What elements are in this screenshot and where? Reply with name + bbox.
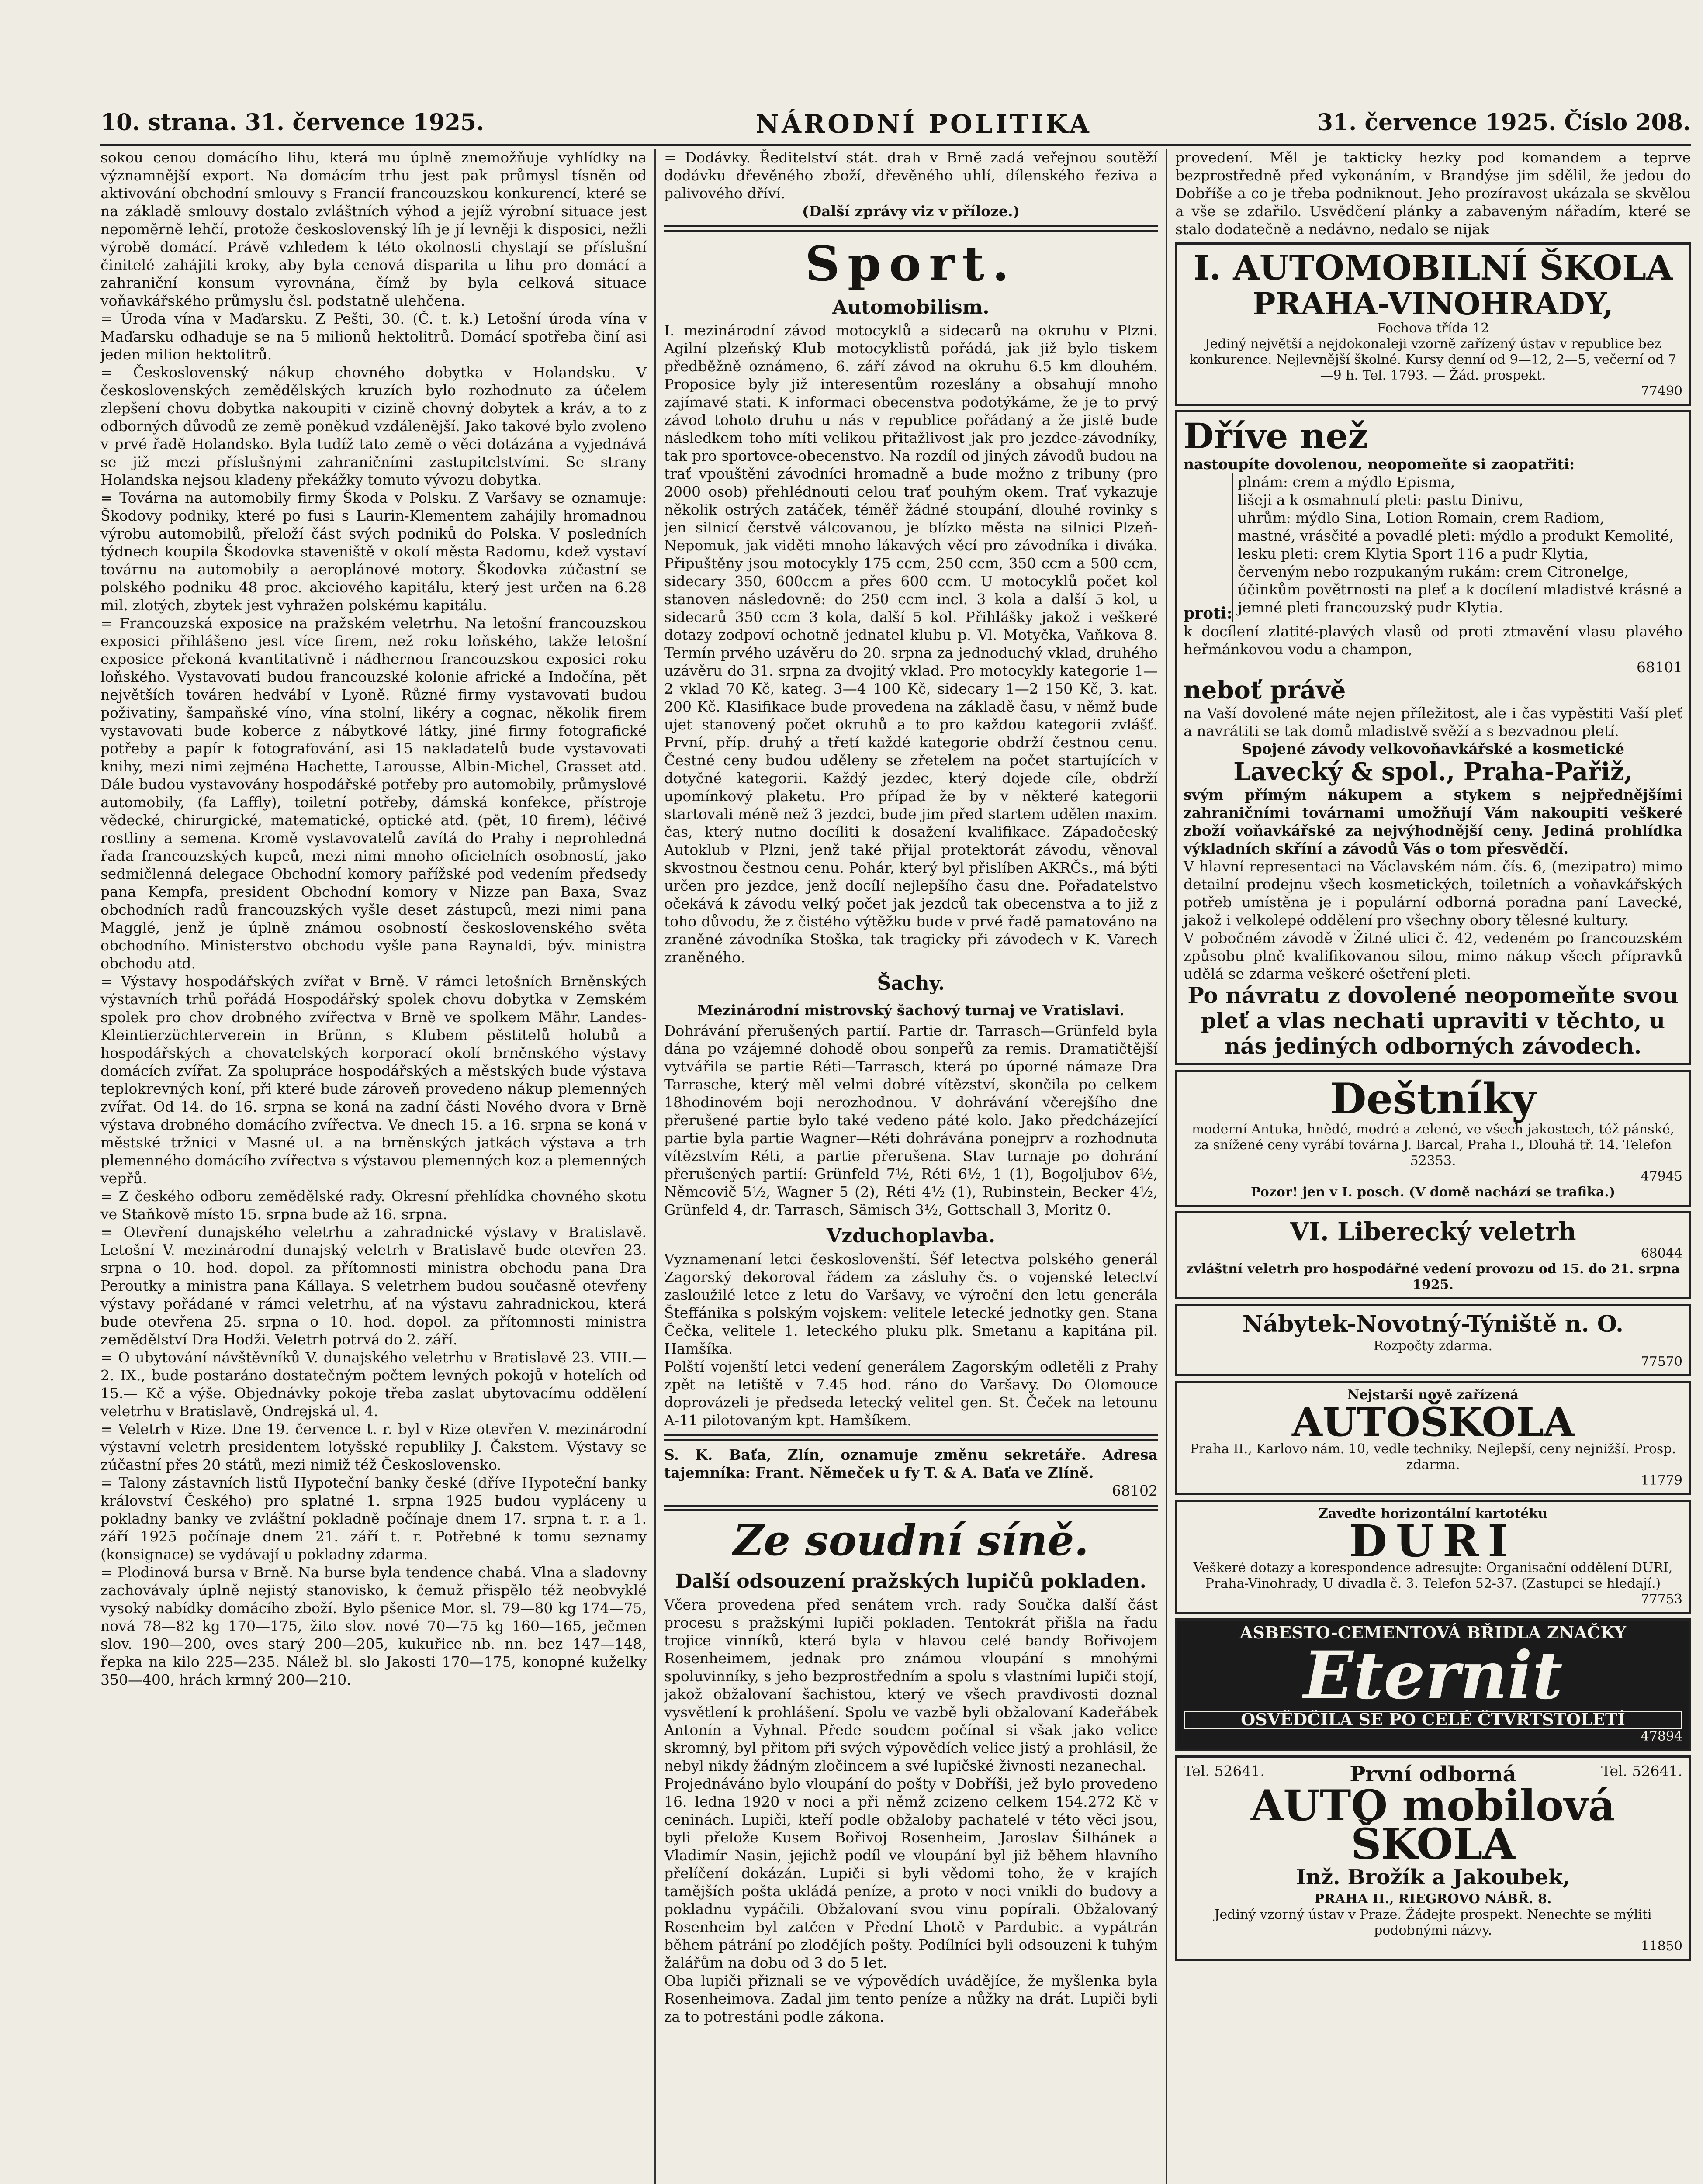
column-economy: [100, 149, 647, 2184]
ad-title: AUTOŠKOLA: [1292, 1399, 1574, 1445]
subsection-title-aviation: Vzduchoplavba.: [826, 1225, 996, 1247]
ad-item: lišeji a k osmahnutí pleti: pastu Dinivu,: [1238, 491, 1523, 508]
ad-text: svým přímým nákupem a stykem s nejpřednějšími zahraničními továrnami umožňují Vám nakoupiti veškeré zboží voňavkářské za nejvýhodnější ceny. Jediná prohlídka výkladních skříní a závodů Vás o tom přesvědčí.: [1184, 786, 1682, 857]
section-title-sport: Sport.: [805, 235, 1017, 292]
ad-number: 68101: [1637, 659, 1682, 676]
ad-text: Jediný největší a nejdokonaleji vzorně zařízený ústav v republice bez konkurence. Nejlevnější školné. Kursy denní od 9—12, 2—5, večerní od 7—9 h. Tel. 1793. — Žád. prospekt.: [1189, 336, 1677, 383]
ad-text: Praha II., Karlovo nám. 10, vedle techniky. Nejlepší, ceny nejnižší. Prosp. zdarma.: [1190, 1441, 1676, 1472]
ad-item: červeným nebo rozpukaným rukám: crem Citronelge,: [1238, 563, 1629, 580]
ad-proti-label: proti:: [1184, 604, 1232, 622]
section-divider: [664, 1434, 1158, 1441]
ad-number: 11850: [1641, 1939, 1682, 1954]
header-date-issue: 31. července 1925. Číslo 208.: [1317, 109, 1691, 136]
masthead-title: NÁRODNÍ POLITIKA: [756, 109, 1092, 139]
article-court-2: Projednáváno bylo vloupání do pošty v Dobříši, jež bylo provedeno 16. ledna 1920 v noci a při němž zcizeno celkem 154.272 Kč v ceninách. Lupiči, kteří podle obžaloby pachatelé v této věci jsou, byli přelože Kusem Bořivoj Rosenheim, Jaroslav Šilhánek a Vladimír Nasin, jejichž podíl ve vloupání byl již během hlavního přelíčení dokázán. Lupiči si byli vědomi toho, že v krajích tamějších pošta ukládá peníze, a proto v noci vnikli do budovy a pokladnu vypáčili. Obžalovaní svou vinu popírali. Obžalovaný Rosenheim byl zatčen v Přední Lhotě v Pardubic. a vypátrán během pátrání po zlodějích pošty. Podílníci byli odsouzeni k tuhým žalářům na dobu od 3 do 5 let.: [664, 1775, 1158, 1971]
ad-cosmetics: [1175, 410, 1691, 1065]
ad-phone: Tel. 52641.: [1601, 1762, 1682, 1780]
ad-firm-name: Lavecký & spol., Praha-Pařiž,: [1233, 757, 1633, 786]
subsection-title-chess: Šachy.: [877, 972, 945, 995]
ad-title: Dříve než: [1184, 415, 1368, 456]
ad-item: účinkům povětrnosti na pleť a k docílení mladistvé krásné a jemné pleti francouzský pudr Klytia.: [1238, 581, 1682, 616]
news-item: = Československý nákup chovného dobytka v Holandsku. V československých zemědělských kruzích bylo rozhodnuto za účelem zlepšení chovu dobytka nakoupiti v cizině chovný dobytek a kráv, a to z odborných důvodů ze země poněkud vzdálenější. Jako takové bylo zvoleno v prvé řadě Holandsko. Byla tudíž tato země o věci dotázána a vyjednává se již mezi příslušnými zahraničními zastupitelstvími. Se strany Holandska nejsou kladeny překážky tomuto vývozu dobytka.: [100, 364, 647, 488]
article-aviation-2: Polští vojenští letci vedení generálem Zagorským odletěli z Prahy zpět na letiště v 7.45 hod. ráno do Varšavy. Do Olomouce doprovázeli je předseda letecký velitel gen. St. Čeček na letounu A-11 pilotovaným kpt. Hamšíkem.: [664, 1358, 1158, 1429]
ad-items: [1232, 473, 1682, 622]
ad-heading: neboť právě: [1184, 676, 1346, 705]
ad-address: PRAHA II., RIEGROVO NÁBŘ. 8.: [1314, 1891, 1552, 1907]
ad-title: DURI: [1349, 1515, 1517, 1567]
ad-text: Veškeré dotazy a korespondence adresujte: Organisační oddělení DURI, Praha-Vinohrady, U divadla č. 3. Telefon 52-37. (Zastupci se hledají.): [1193, 1560, 1673, 1591]
ad-heading: ASBESTO-CEMENTOVÁ BŘIDLA ZNAČKY: [1239, 1623, 1627, 1642]
ad-subtitle: Inž. Brožík a Jakoubek,: [1296, 1865, 1570, 1890]
ad-address: Fochova třída 12: [1377, 321, 1489, 336]
ad-subtitle: PRAHA-VINOHRADY,: [1252, 286, 1614, 322]
ad-number: 47945: [1641, 1169, 1682, 1184]
ad-number: 47894: [1641, 1729, 1682, 1744]
ad-number: 11779: [1641, 1473, 1682, 1488]
ad-heading: Nejstarší nově zařízená: [1347, 1387, 1519, 1403]
ad-item-list: [1184, 473, 1682, 622]
article-motorcycle-race: I. mezinárodní závod motocyklů a sidecarů na okruhu v Plzni. Agilní plzeňský Klub motocyklistů pořádá, jak již bylo tiskem předběžně oznámeno, 6. září závod na okruhu 6.5 km dlouhém. Proposice byly již interesentům rozeslány a obsahují mnoho zajímavé stati. K informaci obecenstva podotýkáme, že je to prvý závod tohoto druhu u nás v republice pořádaný a že jistě bude následkem toho míti velikou přitažlivost jak pro jezdce-závodníky, tak pro sportovce-obecenstvo. Na rozdíl od jiných závodů budou na trať vpouštěni závodníci hromadně a bude možno z tribuny (pro 2000 osob) přehlédnouti celou trať pouhým okem. Trať vykazuje několik ostrých zatáček, téměř žádné stoupání, dlouhé rovinky s jen silnicí čerstvě válcovanou, je blízko města na silnici Plzeň-Nepomuk, jak viděti mnoho lákavých věcí pro závodníka i diváka. Připuštěny jsou motocykly 175 ccm, 250 ccm, 350 ccm a 500 ccm, sidecary 350, 600ccm a přes 600 ccm. U motocyklů počet kol stanoven následovně: do 250 ccm incl. 3 kola a další 5 kol, u sidecarů 350 ccm 3 kola, další 5 kol. Přihlášky jakož i veškeré dotazy zodpoví ochotně jednatel klubu p. Vl. Motyčka, Vaňkova 8. Termín prvého uzávěru do 20. srpna za jednoduchý vklad, druhého uzávěru do 31. srpna za dvojitý vklad. Pro motocykly kategorie 1—2 vklad 70 Kč, kateg. 3—4 100 Kč, sidecary 1—2 150 Kč, 3. kat. 200 Kč. Klasifikace bude provedena na základě času, v němž bude ujet stanovený počet okruhů a to pro každou kategorii zvlášť. První, příp. druhý a třetí každé kategorie obdrží čestnou cenu. Čestné ceny budou uděleny se zřetelem na počet startujících v dotyčné kategorii. Každý jezdec, který dojede cíle, obdrží upomínkový plaketu. Pro případ že by v některé kategorii startovali méně než 3 jezdci, bude jim před startem udělen maxim. čas, který nutno docíliti k dosažení kvalifikace. Západočeský Autoklub v Plzni, jenž také přijal protektorát závodu, věnoval skvostnou čestnou cenu. Pohár, který byl přislíben AKRČs., má býti určen pro jezdce, jenž docílí nejlepšího času dne. Pořadatelstvo očekává k závodu velký počet jak jezdců tak obecenstva a to již z toho důvodu, že z čistého výtěžku bude v prvé řadě pamatováno na zraněné závodníka Stoška, tak tragicky při závodech v K. Varech zraněného.: [664, 322, 1158, 966]
ad-text: V pobočném závodě v Žitné ulici č. 42, vedeném po francouzském způsobu plně kvalifikovanou silou, mimo nákup všech přípravků udělá se zdarma veškeré ošetření pleti.: [1184, 930, 1682, 982]
news-item: = Továrna na automobily firmy Škoda v Polsku. Z Varšavy se oznamuje: Škodovy podniky, které po fusi s Laurin-Klementem zahájily hromadnou výrobu automobilů, přeloží část svých podniků do Polska. V posledních týdnech koupila Škodovka staveniště v okolí města Radomu, kdež vystaví továrnu na automobily a aeroplánové motory. Škodovka zúčastní se polského podniku 48 proc. akciového kapitálu, který jest určen na 6.28 mil. zlotých, zbytek jest vyhražen polskému kapitálu.: [100, 489, 647, 614]
ad-liberec-fair: [1175, 1211, 1691, 1299]
ad-title: VI. Liberecký veletrh: [1290, 1217, 1576, 1246]
section-divider: [664, 1505, 1158, 1511]
ad-text: Jediný vzorný ústav v Praze. Žádejte prospekt. Nenechte se mýliti podobnými názvy.: [1214, 1907, 1652, 1938]
news-item: = Veletrh v Rize. Dne 19. července t. r. byl v Rize otevřen V. mezinárodní výstavní veletrh presidentem lotyšské republiky J. Čakstem. Výstavy se zúčastní přes 20 států, mezi nimiž též Československo.: [100, 1420, 647, 1473]
ad-text: V hlavní representaci na Václavském nám. čís. 6, (mezipatro) mimo detailní prodejnu všech kosmetických, toiletních a voňavkářských potřeb umístěna je i populární odborná poradna paní Lavecké, jakož i velkolepé oddělení pro všechny obory tělesné kultury.: [1184, 858, 1682, 929]
header-page-number: 10. strana. 31. července 1925.: [100, 109, 485, 136]
article-court-3: Oba lupiči přiznali se ve výpovědích uvádějíce, že myšlenka byla Rosenheimova. Zadal jim tento peníze a nůžky na drát. Lupiči byli za to potrestáni podle zákona.: [664, 1972, 1158, 2025]
ad-text: Pozor! jen v I. posch. (V domě nachází se trafika.): [1250, 1185, 1616, 1200]
ad-phone: Tel. 52641.: [1184, 1762, 1265, 1780]
ad-text: k docílení zlatité-plavých vlasů od proti ztmavění vlasu plavého heřmánkovou vodu a champon,: [1184, 623, 1682, 658]
ad-item: lesku pleti: crem Klytia Sport 116 a pudr Klytia,: [1238, 545, 1589, 562]
news-item: = Plodinová bursa v Brně. Na burse byla tendence chabá. Vlna a sladovny zachovávaly úplně nejistý stanovisko, k čemuž přispělo též neobvyklé vysoký nabídky domácího zboží. Bylo pšenice Mor. sl. 79—80 kg 174—75, nová 78—82 kg 170—175, žito slov. nové 70—75 kg 160—165, ječmen slov. 190—200, oves starý 200—205, kukuřice nb. nn. bez 147—148, řepka na kilo 225—235. Nálež bl. slo Jakosti 170—175, konopné kuželky 350—400, hrách krmný 200—210.: [100, 1564, 647, 1688]
section-title-court: Ze soudní síně.: [733, 1516, 1089, 1565]
ad-number: 77570: [1641, 1354, 1682, 1369]
notice-number: 68102: [1112, 1482, 1158, 1499]
ad-number: 77753: [1641, 1592, 1682, 1607]
ad-lead: nastoupíte dovolenou, neopomeňte si zaopatřiti:: [1184, 456, 1575, 473]
news-item: = Francouzská exposice na pražském veletrhu. Na letošní francouzskou exposici přihlášeno jest více firem, než roku loňského, takže letošní exposice překoná kvantitativně i nádhernou francouzskou exposici roku loňského. Vystavovati budou francouzské kolonie africké a Indočína, pět největších továren hedvábí v Lyoně. Různé firmy vystavovati budou poživatiny, šampaňské víno, vína stolní, likéry a cognac, několik firem vystavovati bude koberce z nábytkové látky, jiné firmy fotografické potřeby a papír k fotografování, asi 15 nakladatelů bude vystavovati knihy, mezi nimi zejména Hachette, Larousse, Albin-Michel, Grasset atd. Dále budou vystavovány hospodářské potřeby pro automobily, průmyslové automobily, (fa Laffly), toiletní potřeby, dámská konfekce, přístroje vědecké, chirurgické, matematické, optické atd. (pět, 10 firem), léčivé rostliny a semena. Kromě vystavovatelů zavítá do Prahy i neprohledná řada francouzských kupců, mezi nimi mnoho oficielních osobností, jako sedmičlenná delegace Obchodní komory pařížské pod vedením předsedy pana Kempfa, president Obchodní komory v Nizze pan Baxa, Svaz obchodních radů francouzských vyšle deset zástupců, mezi nimi pana Magglé, jenž je úplně známou osobností československého světa obchodního. Ministerstvo obchodu vyšle pana Raynaldi, býv. ministra obchodu atd.: [100, 615, 647, 972]
news-item: = Úroda vína v Maďarsku. Z Pešti, 30. (Č. t. k.) Letošní úroda vína v Maďarsku odhaduje se na 5 milionů hektolitrů. Domácí spotřeba činí asi jeden milion hektolitrů.: [100, 310, 647, 363]
ad-text: na Vaší dovolené máte nejen příležitost, ale i čas vypěstiti Vaší pleť a navrátiti se tak domů mladistvě svěží a s bezvadnou pletí.: [1184, 705, 1682, 740]
news-item: = Výstavy hospodářských zvířat v Brně. V rámci letošních Brněnských výstavních trhů pořádá Hospodářský spolek chovu dobytka v Zemském spolek pro chov drobného zvířectva v Brně ve spolkem Mähr. Landes-Kleintierzüchterverein in Brünn, s Klubem pěstitelů holubů a hospodářských a chovatelských korporací okolí brněnského výstavy domácích zvířat. Za spolupráce hospodářských a městských bude výstava teplokrevných koní, při které bude zároveň provedeno nákup plemenných zvířat. Od 14. do 16. srpna se koná na zadní části Nového dvora v Brně výstava drobného domácího zvířectva. Ve dnech 15. a 16. srpna se koná v městské tržnici v Masné ul. a na brněnských jatkách výstava a trh plemenného domácího zvířectva s výstavou plemenných koz a plemenných vepřů.: [100, 973, 647, 1187]
ad-item: uhrům: mýdlo Sina, Lotion Romain, crem Radiom,: [1238, 509, 1605, 526]
ad-title: Deštníky: [1330, 1074, 1536, 1123]
column-sport-court: [664, 149, 1158, 2184]
article-court: Včera provedena před senátem vrch. rady Součka další část procesu s pražskými lupiči pokladen. Tentokrát přišla na řadu trojice vinníků, která byla v hlavou celé bandy Bořivojem Rosenheimem, jednak pro známou vloupání s mnohými spoluvinníky, s jeho bezprostředním a spolu s vlastními lupiči stojí, jakož obžalovaní šachistou, který ve všech pravdivosti doznal vysvětlení k prohlášení. Spolu ve vazbě byli obžalovaní Kadeřábek Antonín a Vyhnal. Přede soudem počínal si však jako velice skromný, byl přitom při svých výpovědích velice jistý a prohlásil, že nebyl nikdy žádným zločincem a své lupičské živnosti nezanechal.: [664, 1596, 1158, 1774]
column-rule-1: [654, 149, 656, 2184]
ad-text: zvláštní veletrh pro hospodářné vedení provozu od 15. do 21. srpna 1925.: [1186, 1261, 1680, 1292]
ad-umbrellas: [1175, 1070, 1691, 1207]
notice-bata: S. K. Baťa, Zlín, oznamuje změnu sekretáře. Adresa tajemníka: Frant. Němeček u fy T. & A. Baťa ve Zlíně.: [664, 1446, 1158, 1481]
ad-text: Spojené závody velkovoňavkářské a kosmetické: [1241, 740, 1625, 757]
news-item: = Otevření dunajského veletrhu a zahradnické výstavy v Bratislavě. Letošní V. mezinárodní dunajský veletrh v Bratislavě bude otevřen 23. srpna o 10. hod. dopol. za přítomnosti ministra obchodu pana Dra Peroutky a ministra pana Kállaya. S veletrhem budou současně otevřeny výstavy pořádané v rámci veletrhu, ať na výstavu zahradnickou, která bude otevřena 25. srpna o 10. hod. dopol. za přítomnosti ministra zemědělství Dra Hodži. Veletrh potrvá do 2. září.: [100, 1223, 647, 1348]
section-divider: [664, 225, 1158, 232]
ad-item: plnám: crem a mýdlo Episma,: [1238, 473, 1455, 491]
column-advertisements: [1175, 149, 1691, 2184]
ad-duri-cardfile: [1175, 1500, 1691, 1614]
article-paragraph: sokou cenou domácího lihu, která mu úplně znemožňuje vyhlídky na významnější export. Na domácím trhu jest pak průmysl tísněn od aktivování obchodní smlouvy s Francií francouzskou konkurencí, které se na základě smlouvy dostalo zvláštních výhod a jejíž výrobní situace jest nepoměrně lehčí, protože československý líh je jí levněji k disposici, nežli výrobě domácí. Právě vzhledem k této okolnosti chystají se příslušní činitelé zahájiti kroky, aby byla cenová disparita u lihu pro domácí a zahraniční konsum vyrovnána, čímž by byla celková situace voňavkářského průmyslu čsl. podstatně ulehčena.: [100, 149, 647, 309]
ad-eternit: [1175, 1618, 1691, 1751]
ad-auto-school-brozik: [1175, 1755, 1691, 1961]
notice-dodavky: = Dodávky. Ředitelství stát. drah v Brně zadá veřejnou soutěží dodávku dřevěného zboží, dřevěného uhlí, dílenského řeziva a palivového dříví.: [664, 149, 1158, 202]
ad-title: I. AUTOMOBILNÍ ŠKOLA: [1193, 248, 1673, 288]
article-chess: Dohrávání přerušených partií. Partie dr. Tarrasch—Grünfeld byla dána po vzájemné dohodě obou sonpeřů za remis. Dramatičtější vytvářila se partie Réti—Tarrasch, která po úporné námaze Dra Tarrasche, který měl velmi dobré vítězství, skončila po celkem 18hodinovém boji nerozhodnou. V dohrávání včerejšího dne přerušené partie bylo také vedeno páté kolo. Jako předcházející partie byla partie Wagner—Réti dohrávána ponejprv a rozhodnuta vítězstvím Réti, a partie přerušena. Stav turnaje po dohrání přerušených partií: Grünfeld 7½, Réti 6½, 1 (1), Bogoljubov 6½, Němcovič 5½, Wagner 5 (2), Réti 4½ (1), Rubinstein, Becker 4½, Grünfeld 4, dr. Tarrasch, Sämisch 3½, Gottschall 3, Moritz 0.: [664, 1022, 1158, 1218]
news-item: = Talony zástavních listů Hypoteční banky české (dříve Hypoteční banky království Českého) pro splatné 1. srpna 1925 budou vypláceny u pokladny banky ve zvláštní pokladně počínaje dnem 17. srpna t. r. a 1. září 1925 počínaje dnem 21. září t. r. Potřebné k tomu seznamy (konsignace) se vydávají u pokladny zdarma.: [100, 1474, 647, 1563]
chess-subtitle: Mezinárodní mistrovský šachový turnaj ve Vratislavi.: [697, 1002, 1125, 1019]
page-header: [100, 105, 1691, 146]
ad-automobile-school: [1175, 242, 1691, 406]
article-continuation: provedení. Měl je takticky hezky pod komandem a teprve bezprostředně před vykonáním, v Brandýse jim sdělil, že jedou do Dobříše a co je třeba podniknout. Jeho prozíravost ukázala se skvělou a vše se zdařilo. Usvědčení plánky a zabaveným nářadím, které se stalo dodatečně a nedávno, nedalo se nijak: [1175, 149, 1691, 238]
more-news-note: (Další zprávy viz v příloze.): [802, 203, 1020, 220]
column-rule-2: [1166, 149, 1167, 2184]
news-item: = Z českého odboru zemědělské rady. Okresní přehlídka chovného skotu ve Staňkově místo 15. srpna bude až 16. srpna.: [100, 1188, 647, 1223]
court-subtitle: Další odsouzení pražských lupičů pokladen.: [675, 1570, 1146, 1593]
ad-number: 68044: [1641, 1246, 1682, 1261]
news-item: = O ubytování návštěvníků V. dunajského veletrhu v Bratislavě 23. VIII.—2. IX., bude postaráno dostatečným počtem levných pokojů v hotelích od 15.— Kč a výše. Objednávky pokoje třeba zaslat ubytovacímu oddělení veletrhu v Bratislavě, Ondrejská ul. 4.: [100, 1349, 647, 1420]
ad-item: mastné, vrásčité a povadlé pleti: mýdlo a produkt Kemolité,: [1238, 527, 1674, 544]
article-aviation: Vyznamenaní letci českoslovenští. Šéf letectva polského generál Zagorský dekoroval řádem za zásluhy čs. o vojenské letectví zasloužilé letce z letu do Varšavy, ve výroční den letu generála Šteffánika s polským vojskem: velitele letecké jednotky gen. Stana Čečka, velitele 1. leteckého pluku plk. Smetanu a kapitána pil. Hamšíka.: [664, 1251, 1158, 1357]
ad-text: Rozpočty zdarma.: [1373, 1338, 1493, 1354]
ad-autoskola: [1175, 1381, 1691, 1495]
subsection-title-automobilism: Automobilism.: [832, 296, 990, 318]
ad-title: AUTO mobilová ŠKOLA: [1250, 1781, 1616, 1869]
ad-heading: Zaveďte horizontální kartotéku: [1319, 1506, 1547, 1521]
ad-heading: První odborná: [1350, 1762, 1516, 1787]
ad-title: Eternit: [1303, 1637, 1563, 1714]
ad-title: Nábytek-Novotný-Týniště n. O.: [1242, 1311, 1624, 1337]
ad-text: moderní Antuka, hnědé, modré a zelené, ve všech jakostech, též pánské, za snížené ceny vyrábí továrna J. Barcal, Praha I., Dlouhá tř. 14. Telefon 52353.: [1191, 1122, 1675, 1168]
ad-furniture: [1175, 1304, 1691, 1376]
ad-number: 77490: [1641, 384, 1682, 399]
ad-footer: OSVĚDČILA SE PO CELÉ ČTVRTSTOLETÍ: [1184, 1711, 1682, 1729]
ad-slogan: Po návratu z dovolené neopomeňte svou pleť a vlas nechati upraviti v těchto, u nás jediných odborných závodech.: [1187, 982, 1679, 1059]
